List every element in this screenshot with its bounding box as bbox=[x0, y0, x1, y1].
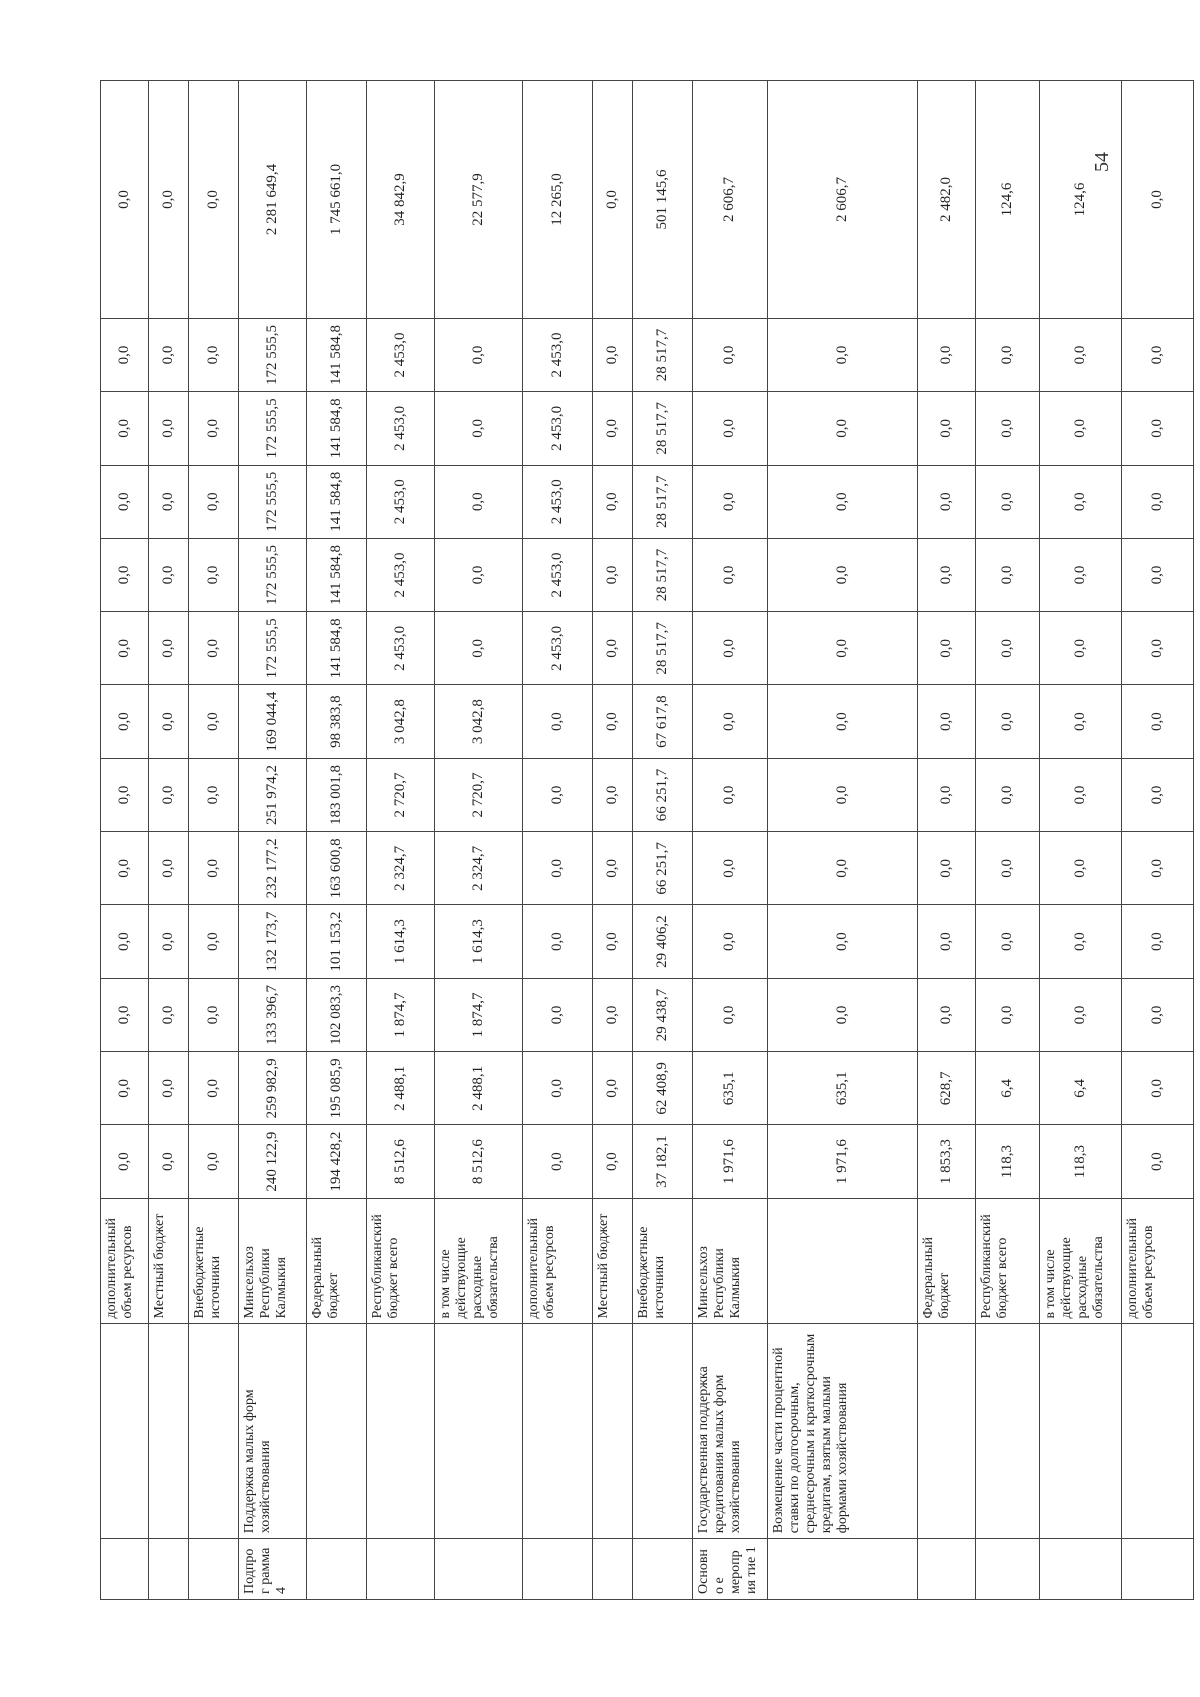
value-cell: 0,0 bbox=[1122, 612, 1194, 685]
label-cell: Минсельхоз Республики Калмыкия bbox=[239, 1198, 307, 1324]
value-cell: 37 182,1 bbox=[633, 1125, 693, 1198]
value-cell: 0,0 bbox=[189, 538, 239, 611]
label-cell bbox=[768, 1539, 918, 1600]
value-cell: 0,0 bbox=[189, 685, 239, 758]
value-cell: 172 555,5 bbox=[239, 465, 307, 538]
value-cell: 0,0 bbox=[1040, 832, 1122, 905]
value-cell: 0,0 bbox=[593, 81, 633, 319]
value-cell: 0,0 bbox=[768, 318, 918, 391]
label-cell bbox=[918, 1539, 976, 1600]
value-cell: 3 042,8 bbox=[367, 685, 435, 758]
value-cell: 0,0 bbox=[768, 538, 918, 611]
value-cell: 0,0 bbox=[149, 465, 189, 538]
label-cell bbox=[768, 1198, 918, 1324]
label-cell bbox=[1040, 1324, 1122, 1539]
value-cell: 0,0 bbox=[918, 978, 976, 1051]
label-cell bbox=[593, 1324, 633, 1539]
value-cell: 0,0 bbox=[1122, 905, 1194, 978]
value-cell: 0,0 bbox=[101, 612, 149, 685]
label-cell: дополнительный объем ресурсов bbox=[523, 1198, 593, 1324]
value-cell: 0,0 bbox=[149, 1052, 189, 1125]
value-cell: 2 324,7 bbox=[367, 832, 435, 905]
label-cell bbox=[101, 1324, 149, 1539]
value-cell: 62 408,9 bbox=[633, 1052, 693, 1125]
value-cell: 0,0 bbox=[918, 612, 976, 685]
value-cell: 0,0 bbox=[1040, 905, 1122, 978]
value-cell: 1 874,7 bbox=[367, 978, 435, 1051]
value-cell: 0,0 bbox=[101, 905, 149, 978]
value-cell: 0,0 bbox=[523, 1052, 593, 1125]
table-row bbox=[693, 81, 768, 1600]
value-cell: 0,0 bbox=[593, 538, 633, 611]
value-cell: 183 001,8 bbox=[307, 758, 367, 831]
value-cell: 2 488,1 bbox=[435, 1052, 523, 1125]
value-cell: 8 512,6 bbox=[367, 1125, 435, 1198]
value-cell: 28 517,7 bbox=[633, 612, 693, 685]
value-cell: 29 438,7 bbox=[633, 978, 693, 1051]
value-cell: 0,0 bbox=[976, 612, 1040, 685]
value-cell: 132 173,7 bbox=[239, 905, 307, 978]
label-cell: Внебюджетные источники bbox=[633, 1198, 693, 1324]
value-cell: 0,0 bbox=[189, 392, 239, 465]
value-cell: 1 874,7 bbox=[435, 978, 523, 1051]
value-cell: 0,0 bbox=[593, 1052, 633, 1125]
value-cell: 0,0 bbox=[1122, 1052, 1194, 1125]
value-cell: 0,0 bbox=[1040, 318, 1122, 391]
value-cell: 0,0 bbox=[693, 758, 768, 831]
value-cell: 98 383,8 bbox=[307, 685, 367, 758]
value-cell: 66 251,7 bbox=[633, 758, 693, 831]
label-cell: Возмещение части процентной ставки по долгосрочным, среднесрочным и краткосрочным кредитам, взятым малыми формами хозяйствования bbox=[768, 1324, 918, 1539]
label-cell: Государственная поддержка кредитования малых форм хозяйствования bbox=[693, 1324, 768, 1539]
value-cell: 2 453,0 bbox=[367, 538, 435, 611]
value-cell: 0,0 bbox=[435, 392, 523, 465]
value-cell: 0,0 bbox=[1122, 1125, 1194, 1198]
table-body bbox=[101, 81, 1194, 1600]
value-cell: 1 853,3 bbox=[918, 1125, 976, 1198]
label-cell: Федеральный бюджет bbox=[918, 1198, 976, 1324]
value-cell: 0,0 bbox=[1122, 538, 1194, 611]
value-cell: 0,0 bbox=[593, 392, 633, 465]
value-cell: 0,0 bbox=[1040, 392, 1122, 465]
table-row bbox=[1122, 81, 1194, 1600]
value-cell: 2 324,7 bbox=[435, 832, 523, 905]
value-cell: 251 974,2 bbox=[239, 758, 307, 831]
value-cell: 101 153,2 bbox=[307, 905, 367, 978]
value-cell: 635,1 bbox=[768, 1052, 918, 1125]
value-cell: 8 512,6 bbox=[435, 1125, 523, 1198]
value-cell: 22 577,9 bbox=[435, 81, 523, 319]
value-cell: 133 396,7 bbox=[239, 978, 307, 1051]
value-cell: 0,0 bbox=[1040, 978, 1122, 1051]
value-cell: 0,0 bbox=[693, 978, 768, 1051]
value-cell: 259 982,9 bbox=[239, 1052, 307, 1125]
label-cell bbox=[593, 1539, 633, 1600]
value-cell: 2 453,0 bbox=[523, 465, 593, 538]
value-cell: 0,0 bbox=[189, 758, 239, 831]
value-cell: 0,0 bbox=[918, 685, 976, 758]
table-row bbox=[435, 81, 523, 1600]
table-row bbox=[101, 81, 149, 1600]
value-cell: 0,0 bbox=[976, 465, 1040, 538]
value-cell: 0,0 bbox=[976, 758, 1040, 831]
value-cell: 0,0 bbox=[1122, 465, 1194, 538]
value-cell: 1 971,6 bbox=[693, 1125, 768, 1198]
value-cell: 2 453,0 bbox=[367, 318, 435, 391]
label-cell bbox=[435, 1539, 523, 1600]
label-cell: Республиканский бюджет всего bbox=[367, 1198, 435, 1324]
value-cell: 0,0 bbox=[523, 832, 593, 905]
value-cell: 118,3 bbox=[1040, 1125, 1122, 1198]
value-cell: 0,0 bbox=[189, 1125, 239, 1198]
value-cell: 232 177,2 bbox=[239, 832, 307, 905]
value-cell: 172 555,5 bbox=[239, 318, 307, 391]
value-cell: 0,0 bbox=[1122, 758, 1194, 831]
value-cell: 0,0 bbox=[101, 392, 149, 465]
value-cell: 0,0 bbox=[593, 612, 633, 685]
value-cell: 0,0 bbox=[149, 685, 189, 758]
value-cell: 0,0 bbox=[149, 538, 189, 611]
value-cell: 2 488,1 bbox=[367, 1052, 435, 1125]
value-cell: 0,0 bbox=[149, 978, 189, 1051]
value-cell: 0,0 bbox=[1122, 81, 1194, 319]
value-cell: 67 617,8 bbox=[633, 685, 693, 758]
value-cell: 0,0 bbox=[435, 612, 523, 685]
value-cell: 0,0 bbox=[101, 1125, 149, 1198]
table-row bbox=[239, 81, 307, 1600]
value-cell: 124,6 bbox=[1040, 81, 1122, 319]
value-cell: 195 085,9 bbox=[307, 1052, 367, 1125]
value-cell: 0,0 bbox=[593, 465, 633, 538]
value-cell: 0,0 bbox=[523, 685, 593, 758]
value-cell: 0,0 bbox=[693, 538, 768, 611]
label-cell: Местный бюджет bbox=[149, 1198, 189, 1324]
table-row bbox=[523, 81, 593, 1600]
label-cell bbox=[307, 1539, 367, 1600]
value-cell: 6,4 bbox=[976, 1052, 1040, 1125]
value-cell: 0,0 bbox=[768, 832, 918, 905]
value-cell: 0,0 bbox=[693, 905, 768, 978]
label-cell bbox=[367, 1324, 435, 1539]
label-cell: дополнительный объем ресурсов bbox=[101, 1198, 149, 1324]
label-cell bbox=[189, 1539, 239, 1600]
value-cell: 0,0 bbox=[976, 392, 1040, 465]
value-cell: 0,0 bbox=[768, 612, 918, 685]
label-cell bbox=[633, 1539, 693, 1600]
table-row bbox=[149, 81, 189, 1600]
label-cell: в том числе действующие расходные обязательства bbox=[435, 1198, 523, 1324]
table-row bbox=[918, 81, 976, 1600]
value-cell: 2 453,0 bbox=[367, 465, 435, 538]
value-cell: 0,0 bbox=[149, 318, 189, 391]
value-cell: 0,0 bbox=[918, 758, 976, 831]
value-cell: 169 044,4 bbox=[239, 685, 307, 758]
value-cell: 0,0 bbox=[768, 758, 918, 831]
label-cell bbox=[523, 1324, 593, 1539]
value-cell: 0,0 bbox=[1122, 832, 1194, 905]
value-cell: 0,0 bbox=[189, 1052, 239, 1125]
label-cell bbox=[149, 1324, 189, 1539]
value-cell: 172 555,5 bbox=[239, 612, 307, 685]
label-cell bbox=[976, 1324, 1040, 1539]
label-cell bbox=[149, 1539, 189, 1600]
value-cell: 0,0 bbox=[523, 905, 593, 978]
value-cell: 2 453,0 bbox=[367, 392, 435, 465]
value-cell: 3 042,8 bbox=[435, 685, 523, 758]
value-cell: 0,0 bbox=[149, 1125, 189, 1198]
value-cell: 0,0 bbox=[768, 905, 918, 978]
label-cell: Минсельхоз Республики Калмыкия bbox=[693, 1198, 768, 1324]
value-cell: 163 600,8 bbox=[307, 832, 367, 905]
value-cell: 0,0 bbox=[918, 465, 976, 538]
value-cell: 0,0 bbox=[101, 758, 149, 831]
value-cell: 0,0 bbox=[1040, 758, 1122, 831]
label-cell bbox=[1122, 1539, 1194, 1600]
value-cell: 0,0 bbox=[101, 1052, 149, 1125]
table-row bbox=[1040, 81, 1122, 1600]
value-cell: 0,0 bbox=[101, 978, 149, 1051]
value-cell: 29 406,2 bbox=[633, 905, 693, 978]
value-cell: 0,0 bbox=[976, 905, 1040, 978]
label-cell bbox=[918, 1324, 976, 1539]
value-cell: 0,0 bbox=[593, 685, 633, 758]
value-cell: 0,0 bbox=[149, 612, 189, 685]
label-cell: Республиканский бюджет всего bbox=[976, 1198, 1040, 1324]
value-cell: 0,0 bbox=[593, 832, 633, 905]
value-cell: 1 614,3 bbox=[435, 905, 523, 978]
value-cell: 0,0 bbox=[768, 978, 918, 1051]
label-cell: Основно е мероприя тие 1 bbox=[693, 1539, 768, 1600]
value-cell: 124,6 bbox=[976, 81, 1040, 319]
value-cell: 0,0 bbox=[523, 978, 593, 1051]
value-cell: 0,0 bbox=[768, 465, 918, 538]
label-cell: в том числе действующие расходные обязательства bbox=[1040, 1198, 1122, 1324]
label-cell: Внебюджетные источники bbox=[189, 1198, 239, 1324]
label-cell bbox=[367, 1539, 435, 1600]
value-cell: 0,0 bbox=[149, 758, 189, 831]
value-cell: 0,0 bbox=[918, 832, 976, 905]
value-cell: 0,0 bbox=[101, 81, 149, 319]
value-cell: 0,0 bbox=[918, 318, 976, 391]
value-cell: 0,0 bbox=[189, 832, 239, 905]
label-cell bbox=[1122, 1324, 1194, 1539]
value-cell: 0,0 bbox=[189, 978, 239, 1051]
value-cell: 0,0 bbox=[101, 685, 149, 758]
value-cell: 28 517,7 bbox=[633, 465, 693, 538]
value-cell: 0,0 bbox=[693, 318, 768, 391]
label-cell bbox=[976, 1539, 1040, 1600]
budget-table bbox=[100, 80, 1194, 1600]
table-row bbox=[633, 81, 693, 1600]
value-cell: 2 453,0 bbox=[523, 538, 593, 611]
value-cell: 141 584,8 bbox=[307, 392, 367, 465]
value-cell: 66 251,7 bbox=[633, 832, 693, 905]
value-cell: 2 453,0 bbox=[523, 392, 593, 465]
value-cell: 0,0 bbox=[523, 758, 593, 831]
label-cell bbox=[101, 1539, 149, 1600]
value-cell: 0,0 bbox=[976, 978, 1040, 1051]
value-cell: 1 971,6 bbox=[768, 1125, 918, 1198]
value-cell: 0,0 bbox=[768, 392, 918, 465]
value-cell: 0,0 bbox=[101, 538, 149, 611]
value-cell: 141 584,8 bbox=[307, 538, 367, 611]
value-cell: 0,0 bbox=[1122, 685, 1194, 758]
value-cell: 1 614,3 bbox=[367, 905, 435, 978]
label-cell: Местный бюджет bbox=[593, 1198, 633, 1324]
value-cell: 0,0 bbox=[149, 832, 189, 905]
value-cell: 0,0 bbox=[1122, 392, 1194, 465]
value-cell: 0,0 bbox=[523, 1125, 593, 1198]
value-cell: 0,0 bbox=[101, 465, 149, 538]
value-cell: 0,0 bbox=[693, 392, 768, 465]
value-cell: 0,0 bbox=[435, 465, 523, 538]
value-cell: 172 555,5 bbox=[239, 538, 307, 611]
value-cell: 628,7 bbox=[918, 1052, 976, 1125]
value-cell: 0,0 bbox=[593, 318, 633, 391]
value-cell: 141 584,8 bbox=[307, 318, 367, 391]
value-cell: 2 453,0 bbox=[367, 612, 435, 685]
value-cell: 12 265,0 bbox=[523, 81, 593, 319]
value-cell: 0,0 bbox=[1040, 612, 1122, 685]
value-cell: 0,0 bbox=[435, 318, 523, 391]
value-cell: 0,0 bbox=[189, 905, 239, 978]
value-cell: 6,4 bbox=[1040, 1052, 1122, 1125]
value-cell: 2 482,0 bbox=[918, 81, 976, 319]
table-row bbox=[189, 81, 239, 1600]
label-cell: Поддержка малых форм хозяйствования bbox=[239, 1324, 307, 1539]
value-cell: 0,0 bbox=[149, 905, 189, 978]
label-cell: дополнительный объем ресурсов bbox=[1122, 1198, 1194, 1324]
value-cell: 118,3 bbox=[976, 1125, 1040, 1198]
value-cell: 0,0 bbox=[976, 685, 1040, 758]
label-cell bbox=[1040, 1539, 1122, 1600]
value-cell: 2 720,7 bbox=[367, 758, 435, 831]
value-cell: 172 555,5 bbox=[239, 392, 307, 465]
value-cell: 2 606,7 bbox=[768, 81, 918, 319]
value-cell: 501 145,6 bbox=[633, 81, 693, 319]
value-cell: 0,0 bbox=[976, 318, 1040, 391]
value-cell: 0,0 bbox=[189, 318, 239, 391]
value-cell: 0,0 bbox=[149, 392, 189, 465]
label-cell bbox=[633, 1324, 693, 1539]
value-cell: 0,0 bbox=[189, 81, 239, 319]
label-cell bbox=[307, 1324, 367, 1539]
value-cell: 2 720,7 bbox=[435, 758, 523, 831]
table-row bbox=[307, 81, 367, 1600]
value-cell: 0,0 bbox=[1122, 318, 1194, 391]
page-number: 54 bbox=[1091, 152, 1113, 172]
table-row bbox=[367, 81, 435, 1600]
value-cell: 28 517,7 bbox=[633, 538, 693, 611]
value-cell: 1 745 661,0 bbox=[307, 81, 367, 319]
table-row bbox=[768, 81, 918, 1600]
value-cell: 0,0 bbox=[976, 538, 1040, 611]
value-cell: 0,0 bbox=[1122, 978, 1194, 1051]
value-cell: 2 281 649,4 bbox=[239, 81, 307, 319]
label-cell: Подпрог рамма 4 bbox=[239, 1539, 307, 1600]
value-cell: 0,0 bbox=[693, 832, 768, 905]
value-cell: 28 517,7 bbox=[633, 318, 693, 391]
value-cell: 28 517,7 bbox=[633, 392, 693, 465]
value-cell: 102 083,3 bbox=[307, 978, 367, 1051]
value-cell: 635,1 bbox=[693, 1052, 768, 1125]
value-cell: 0,0 bbox=[918, 392, 976, 465]
value-cell: 0,0 bbox=[149, 81, 189, 319]
value-cell: 2 606,7 bbox=[693, 81, 768, 319]
value-cell: 0,0 bbox=[768, 685, 918, 758]
value-cell: 34 842,9 bbox=[367, 81, 435, 319]
value-cell: 141 584,8 bbox=[307, 612, 367, 685]
value-cell: 0,0 bbox=[918, 905, 976, 978]
value-cell: 0,0 bbox=[593, 1125, 633, 1198]
value-cell: 194 428,2 bbox=[307, 1125, 367, 1198]
value-cell: 240 122,9 bbox=[239, 1125, 307, 1198]
value-cell: 0,0 bbox=[693, 612, 768, 685]
value-cell: 0,0 bbox=[1040, 685, 1122, 758]
value-cell: 141 584,8 bbox=[307, 465, 367, 538]
value-cell: 0,0 bbox=[1040, 465, 1122, 538]
value-cell: 0,0 bbox=[593, 758, 633, 831]
table-row bbox=[593, 81, 633, 1600]
value-cell: 0,0 bbox=[435, 538, 523, 611]
value-cell: 0,0 bbox=[976, 832, 1040, 905]
table-row bbox=[976, 81, 1040, 1600]
value-cell: 0,0 bbox=[189, 465, 239, 538]
value-cell: 0,0 bbox=[693, 685, 768, 758]
value-cell: 0,0 bbox=[101, 318, 149, 391]
value-cell: 0,0 bbox=[1040, 538, 1122, 611]
value-cell: 0,0 bbox=[693, 465, 768, 538]
label-cell bbox=[523, 1539, 593, 1600]
value-cell: 2 453,0 bbox=[523, 318, 593, 391]
value-cell: 0,0 bbox=[189, 612, 239, 685]
label-cell bbox=[189, 1324, 239, 1539]
value-cell: 2 453,0 bbox=[523, 612, 593, 685]
value-cell: 0,0 bbox=[593, 905, 633, 978]
label-cell bbox=[435, 1324, 523, 1539]
label-cell: Федеральный бюджет bbox=[307, 1198, 367, 1324]
value-cell: 0,0 bbox=[918, 538, 976, 611]
value-cell: 0,0 bbox=[593, 978, 633, 1051]
value-cell: 0,0 bbox=[101, 832, 149, 905]
